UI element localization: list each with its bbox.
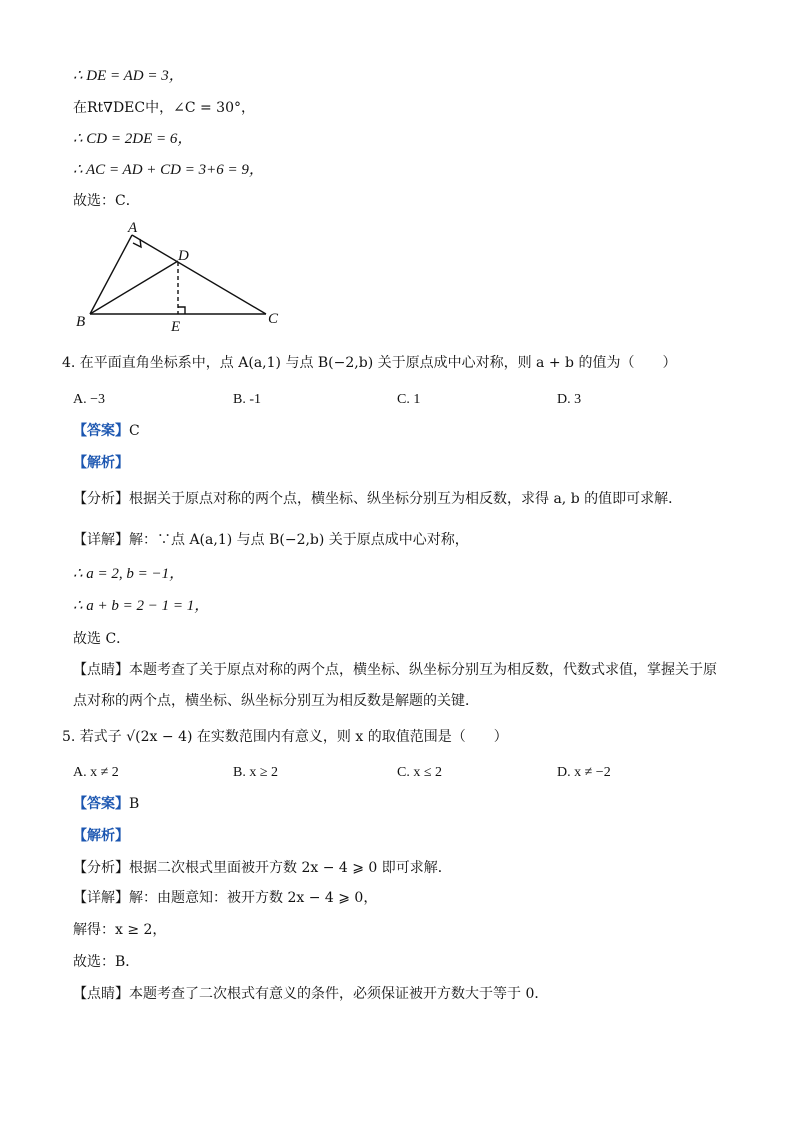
solution-line-1: ∴ DE = AD = 3， (73, 68, 184, 84)
q5-detail-row (73, 888, 377, 908)
triangle-figure (68, 220, 298, 335)
q5-analysis-tag: 【解析】 (73, 828, 129, 844)
q5-detail-3: 故选：B． (73, 954, 140, 970)
q5-dianjing: 本题考查了二次根式有意义的条件，必须保证被开方数大于等于 0． (129, 986, 549, 1002)
q4-answer: C (129, 423, 140, 439)
q4-analysis-row (73, 453, 129, 473)
q5-answer-tag: 【答案】 (73, 796, 129, 812)
right-angle-mark-e (178, 307, 185, 314)
label-c: C (268, 311, 279, 327)
solution-line-3: ∴ CD = 2DE = 6， (73, 131, 193, 147)
solution-line-2: 在Rt∇DEC中，∠C = 30°， (73, 100, 255, 116)
q5-detail-tag: 【详解】 (73, 890, 129, 906)
q4-option-d: D. 3 (557, 392, 582, 407)
q5-analysis-row (73, 826, 129, 846)
question-4-stem: 4. 在平面直角坐标系中，点 A(a,1) 与点 B(−2,b) 关于原点成中心对称，则 a + b 的值为（ ） (62, 355, 677, 371)
q5-detail-2: 解得：x ≥ 2， (73, 922, 167, 938)
q4-detail-row (73, 530, 469, 550)
q4-fenxi-tag: 【分析】 (73, 491, 129, 507)
label-e: E (171, 319, 181, 335)
q4-dianjing-2: 点对称的两个点，横坐标、纵坐标分别互为相反数是解题的关键． (73, 693, 479, 709)
q4-option-a: A. −3 (73, 392, 106, 407)
q5-dianjing-tag: 【点睛】 (73, 986, 129, 1002)
label-d: D (178, 248, 189, 264)
solution-line-5: 故选：C． (73, 193, 140, 209)
q5-answer: B (129, 796, 140, 812)
q5-answer-row (73, 794, 139, 814)
q5-fenxi-tag: 【分析】 (73, 860, 129, 876)
label-a: A (128, 220, 138, 236)
q5-fenxi: 根据二次根式里面被开方数 2x − 4 ⩾ 0 即可求解． (129, 860, 452, 876)
q5-detail-1: 解：由题意知：被开方数 2x − 4 ⩾ 0， (129, 890, 378, 906)
q5-option-b: B. x ≥ 2 (233, 765, 279, 780)
q5-fenxi-row (73, 858, 452, 878)
q5-option-c: C. x ≤ 2 (397, 765, 443, 780)
q4-detail-2: ∴ a = 2, b = −1， (73, 566, 185, 582)
q4-fenxi: 根据关于原点对称的两个点，横坐标、纵坐标分别互为相反数，求得 a, b 的值即可求解． (129, 491, 683, 507)
q5-option-d: D. x ≠ −2 (557, 765, 611, 780)
q5-option-a: A. x ≠ 2 (73, 765, 119, 780)
q4-detail-tag: 【详解】 (73, 532, 129, 548)
q4-detail-3: ∴ a + b = 2 − 1 = 1， (73, 598, 210, 614)
q4-answer-tag: 【答案】 (73, 423, 129, 439)
q4-option-c: C. 1 (397, 392, 421, 407)
q4-option-b: B. -1 (233, 392, 261, 407)
q4-dianjing-1: 本题考查了关于原点对称的两个点，横坐标、纵坐标分别互为相反数，代数式求值，掌握关于原 (129, 662, 717, 678)
q4-detail-4: 故选 C． (73, 631, 131, 647)
q4-dianjing-tag: 【点睛】 (73, 662, 129, 678)
q4-answer-row (73, 421, 140, 441)
question-5-stem: 5. 若式子 √(2x − 4) 在实数范围内有意义，则 x 的取值范围是（ ） (62, 729, 508, 745)
q4-analysis-tag: 【解析】 (73, 455, 129, 471)
right-angle-mark-a (133, 239, 141, 247)
label-b: B (76, 314, 86, 330)
solution-line-4: ∴ AC = AD + CD = 3+6 = 9， (73, 162, 264, 178)
q5-dianjing-row (73, 984, 548, 1004)
segment-ac (132, 235, 266, 314)
q4-detail-1: 解：∵点 A(a,1) 与点 B(−2,b) 关于原点成中心对称， (129, 532, 469, 548)
q4-dianjing-row (73, 660, 717, 680)
segment-bd (90, 261, 178, 314)
q4-fenxi-row (73, 489, 682, 509)
